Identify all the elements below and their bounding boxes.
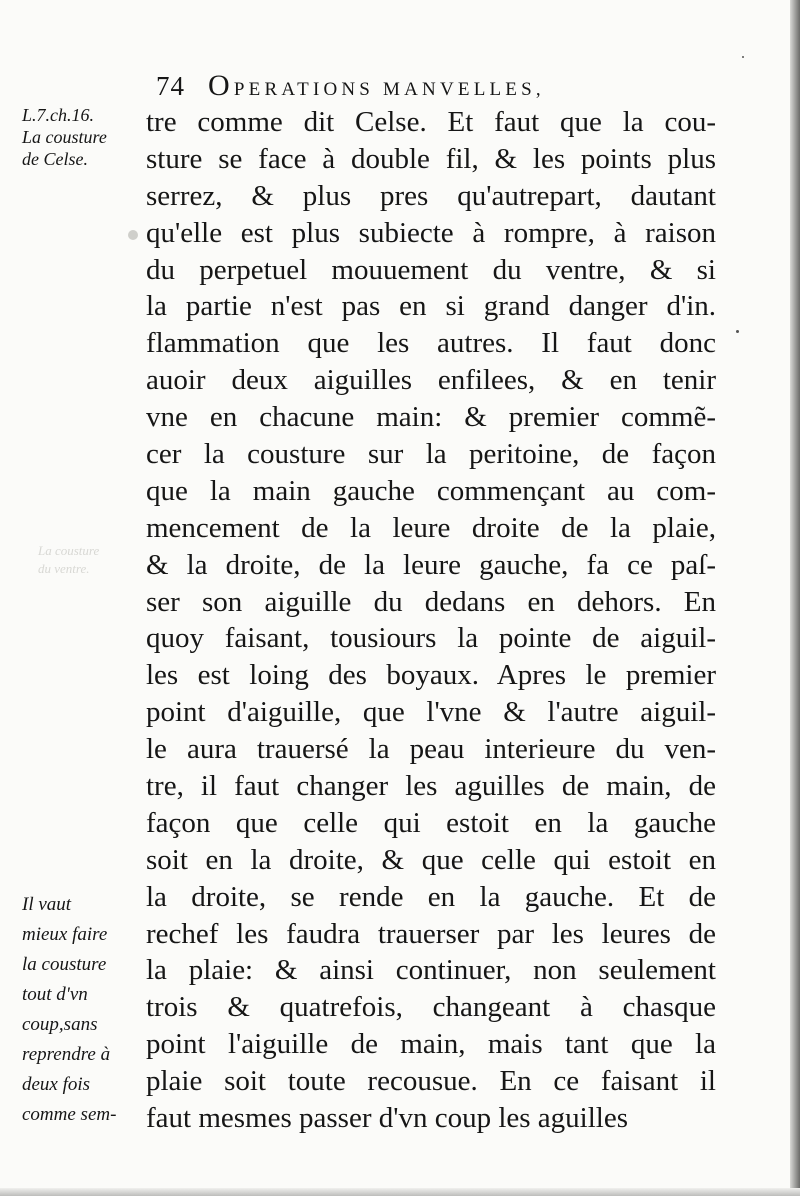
- text-line: la droite, se rende en la gauche. Et de: [146, 880, 716, 913]
- margin-note-line: tout d'vn: [22, 984, 88, 1005]
- text-line: flammation que les autres. Il faut donc: [146, 327, 716, 360]
- margin-note-top: [22, 104, 150, 170]
- text-line: plaie soit toute recousue. En ce faisant il: [146, 1065, 716, 1098]
- text-line: qu'elle est plus subiecte à rompre, à raison: [146, 216, 716, 249]
- text-line: cer la cousture sur la peritoine, de façon: [146, 438, 716, 471]
- text-line: point d'aiguille, que l'vne & l'autre aiguil-: [146, 696, 716, 729]
- ink-speck: [742, 56, 744, 58]
- running-title-rest: PERATIONS MANVELLES,: [233, 79, 545, 100]
- text-line: & la droite, de la leure gauche, fa ce paſ-: [146, 548, 716, 581]
- ink-blot: [128, 230, 138, 240]
- margin-note-line: de Celse.: [22, 149, 88, 169]
- text-line: la partie n'est pas en si grand danger d'in.: [146, 290, 716, 323]
- text-line: la plaie: & ainsi continuer, non seulement: [146, 954, 716, 987]
- margin-note-line: Il vaut: [22, 894, 72, 915]
- margin-note-line: coup,sans: [22, 1014, 98, 1035]
- margin-note-line: La cousture: [22, 127, 107, 147]
- margin-note-bottom: [22, 890, 150, 1130]
- text-line: ser son aiguille du dedans en dehors. En: [146, 585, 716, 618]
- page-edge-shadow: [790, 0, 800, 1196]
- text-line: vne en chacune main: & premier commẽ-: [146, 401, 716, 434]
- text-line: quoy faisant, tousiours la pointe de aiguil-: [146, 622, 716, 655]
- text-line: tre comme dit Celse. Et faut que la cou-: [146, 106, 716, 138]
- text-line: point l'aiguille de main, mais tant que la: [146, 1028, 716, 1061]
- text-line: serrez, & plus pres qu'autrepart, dautant: [146, 179, 716, 212]
- page-header: [156, 68, 696, 104]
- page-bottom-edge: [0, 1188, 800, 1196]
- text-line: sture se face à double fil, & les points plus: [146, 142, 716, 175]
- text-line: tre, il faut changer les aguilles de main, de: [146, 770, 716, 803]
- text-line: façon que celle qui estoit en la gauche: [146, 806, 716, 839]
- show-through-text: [38, 542, 138, 578]
- text-line: mencement de la leure droite de la plaie,: [146, 511, 716, 544]
- text-line: que la main gauche commençant au com-: [146, 474, 716, 507]
- page-number: 74: [156, 71, 185, 101]
- text-line: faut mesmes passer d'vn coup les aguilles: [146, 1102, 628, 1135]
- running-title-initial: O: [208, 69, 234, 102]
- ink-speck: [736, 330, 739, 333]
- text-line: les est loing des boyaux. Apres le premier: [146, 659, 716, 692]
- text-line: rechef les faudra trauerser par les leures de: [146, 917, 716, 950]
- text-line: du perpetuel mouuement du ventre, & si: [146, 253, 716, 286]
- show-through-line: du ventre.: [38, 561, 90, 576]
- margin-note-line: mieux faire: [22, 924, 108, 945]
- show-through-line: La cousture: [38, 543, 100, 558]
- margin-note-line: la cousture: [22, 954, 107, 975]
- text-line: auoir deux aiguilles enfilees, & en tenir: [146, 364, 716, 397]
- margin-note-line: deux fois: [22, 1074, 91, 1095]
- running-title: [208, 68, 696, 108]
- text-line: trois & quatrefois, changeant à chasque: [146, 991, 716, 1024]
- text-line: le aura trauersé la peau interieure du ven-: [146, 733, 716, 766]
- margin-note-line: comme sem-: [22, 1104, 117, 1125]
- text-line: soit en la droite, & que celle qui estoit en: [146, 843, 716, 876]
- margin-note-line: L.7.ch.16.: [22, 105, 94, 125]
- body-text: [146, 104, 716, 1137]
- margin-note-line: reprendre à: [22, 1044, 111, 1065]
